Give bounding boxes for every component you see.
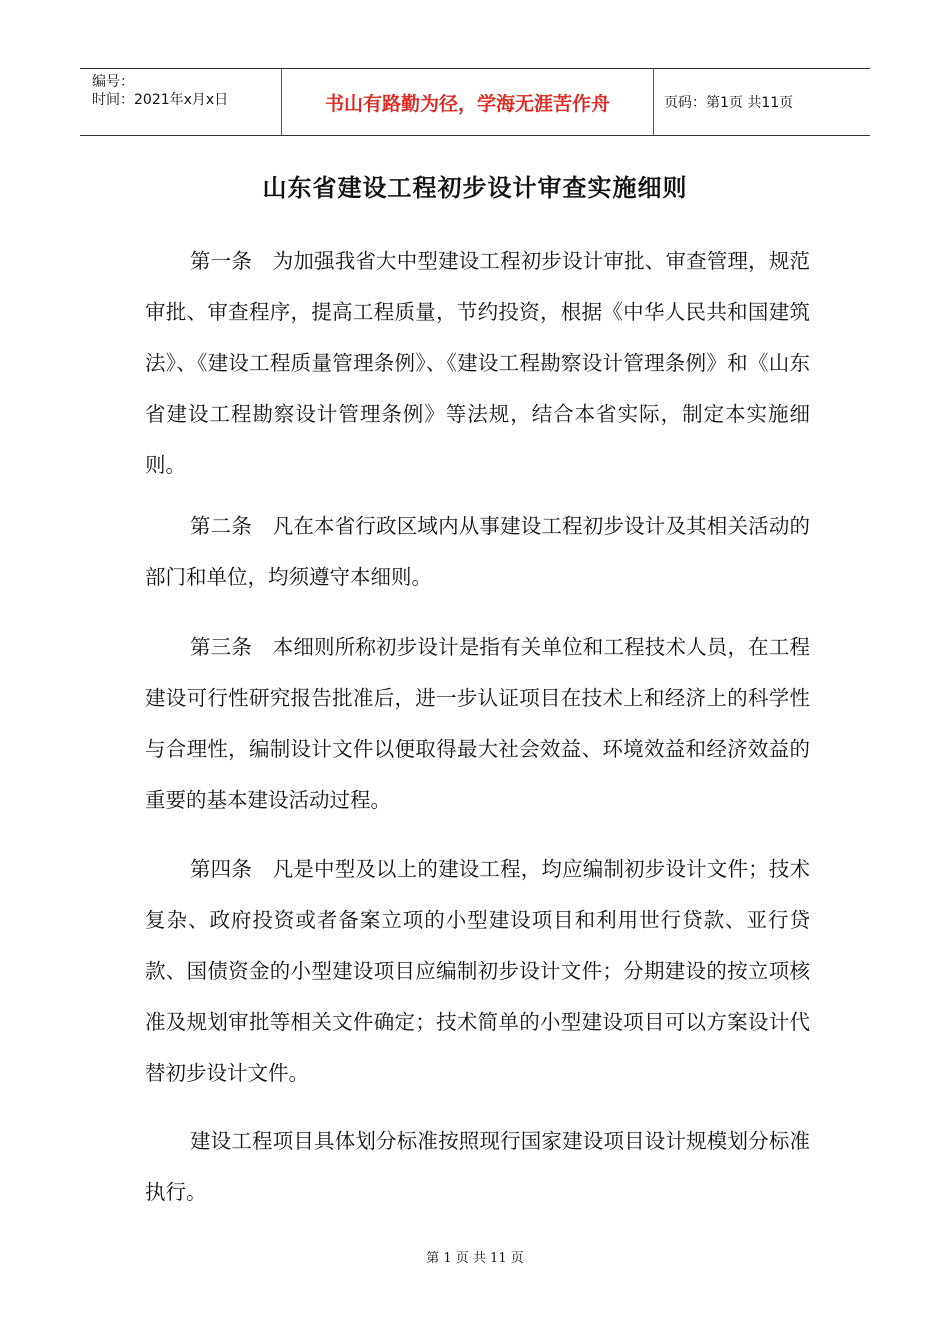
page-footer: 第 1 页 共 11 页 bbox=[426, 1251, 524, 1266]
article-2: 第二条 凡在本省行政区域内从事建设工程初步设计及其相关活动的部门和单位，均须遵守本细则。 bbox=[145, 514, 810, 589]
article-3: 第三条 本细则所称初步设计是指有关单位和工程技术人员，在工程建设可行性研究报告批准后，进一步认证项目在技术上和经济上的科学性与合理性，编制设计文件以便取得最大社会效益、环境效益和经济效益的重要的基本建设活动过程。 bbox=[145, 635, 810, 812]
article-4-supplement: 建设工程项目具体划分标准按照现行国家建设项目设计规模划分标准执行。 bbox=[145, 1129, 810, 1204]
document-number: 编号： bbox=[92, 74, 134, 90]
header-meta bbox=[80, 69, 282, 135]
document-title: 山东省建设工程初步设计审查实施细则 bbox=[262, 174, 688, 202]
header-motto: 书山有路勤为径，学海无涯苦作舟 bbox=[282, 69, 654, 135]
document-time: 时间：2021年x月x日 bbox=[92, 92, 229, 108]
document-header bbox=[80, 68, 870, 136]
header-page-info: 页码：第1页 共11页 bbox=[664, 95, 794, 111]
article-1: 第一条 为加强我省大中型建设工程初步设计审批、审查管理，规范审批、审查程序，提高工程质量，节约投资，根据《中华人民共和国建筑法》、《建设工程质量管理条例》、《建设工程勘察设计管理条例》和《山东省建设工程勘察设计管理条例》等法规，结合本省实际，制定本实施细则。 bbox=[145, 249, 810, 477]
article-4: 第四条 凡是中型及以上的建设工程，均应编制初步设计文件；技术复杂、政府投资或者备案立项的小型建设项目和利用世行贷款、亚行贷款、国债资金的小型建设项目应编制初步设计文件；分期建设的按立项核准及规划审批等相关文件确定；技术简单的小型建设项目可以方案设计代替初步设计文件。 bbox=[145, 857, 810, 1085]
